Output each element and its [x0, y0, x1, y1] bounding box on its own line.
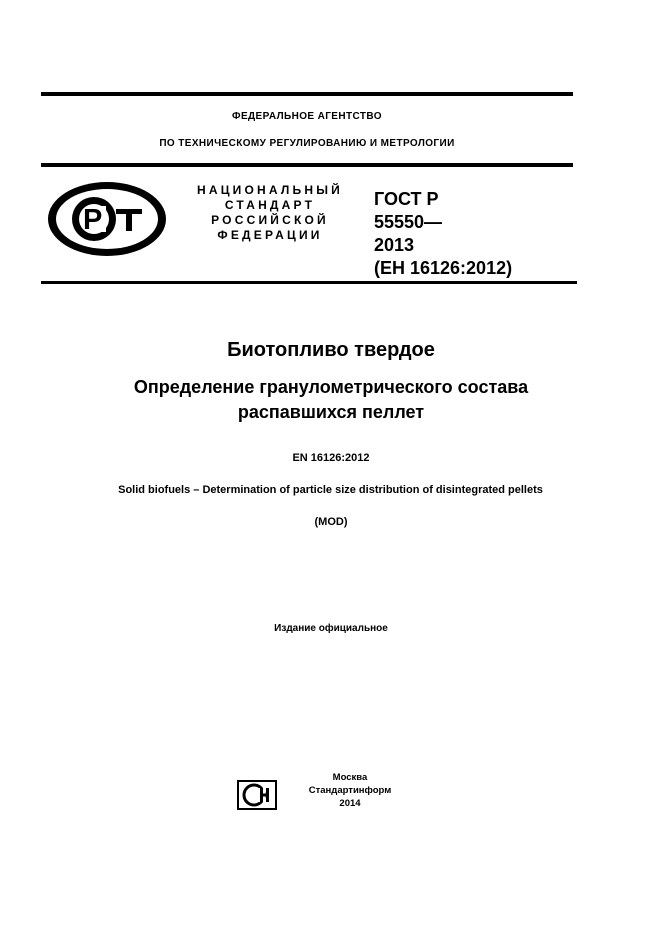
svg-text:P: P	[83, 204, 103, 236]
edition-note: Издание официальное	[274, 623, 388, 634]
publisher-city: Москва	[332, 772, 368, 783]
top-rule	[41, 92, 573, 96]
agency-line-1: ФЕДЕРАЛЬНОЕ АГЕНТСТВО	[232, 111, 382, 122]
standard-designation	[374, 188, 574, 280]
english-title: Solid biofuels – Determination of particle size distribution of disintegrated pellets	[118, 484, 543, 496]
modification: (MOD)	[314, 516, 348, 528]
publisher-year: 2014	[339, 798, 361, 809]
standard-type-line-1: НАЦИОНАЛЬНЫЙ	[196, 183, 344, 197]
subtitle-line-1: Определение гранулометрического состава	[133, 377, 529, 397]
header-top-rule	[41, 163, 573, 167]
publisher-info	[290, 771, 410, 810]
designation-line-1: ГОСТ Р	[374, 189, 439, 209]
standard-type-line-4: ФЕДЕРАЦИИ	[217, 228, 323, 242]
publisher-name: Стандартинформ	[308, 785, 392, 796]
rst-logo-icon	[46, 180, 168, 258]
standard-type-line-2: СТАНДАРТ	[224, 198, 316, 212]
agency-line-2: ПО ТЕХНИЧЕСКОМУ РЕГУЛИРОВАНИЮ И МЕТРОЛОГИИ	[159, 138, 455, 149]
reference-code: EN 16126:2012	[292, 452, 370, 464]
designation-line-3: 2013	[374, 235, 415, 255]
standartinform-logo-icon	[237, 780, 277, 810]
designation-line-4: (ЕН 16126:2012)	[374, 258, 513, 278]
standard-type	[180, 183, 360, 243]
subtitle-line-2: распавшихся пеллет	[237, 402, 425, 422]
standard-type-line-3: РОССИЙСКОЙ	[211, 213, 329, 227]
designation-line-2: 55550—	[374, 212, 443, 232]
header-bottom-rule	[41, 281, 577, 284]
main-title: Биотопливо твердое	[227, 339, 435, 361]
